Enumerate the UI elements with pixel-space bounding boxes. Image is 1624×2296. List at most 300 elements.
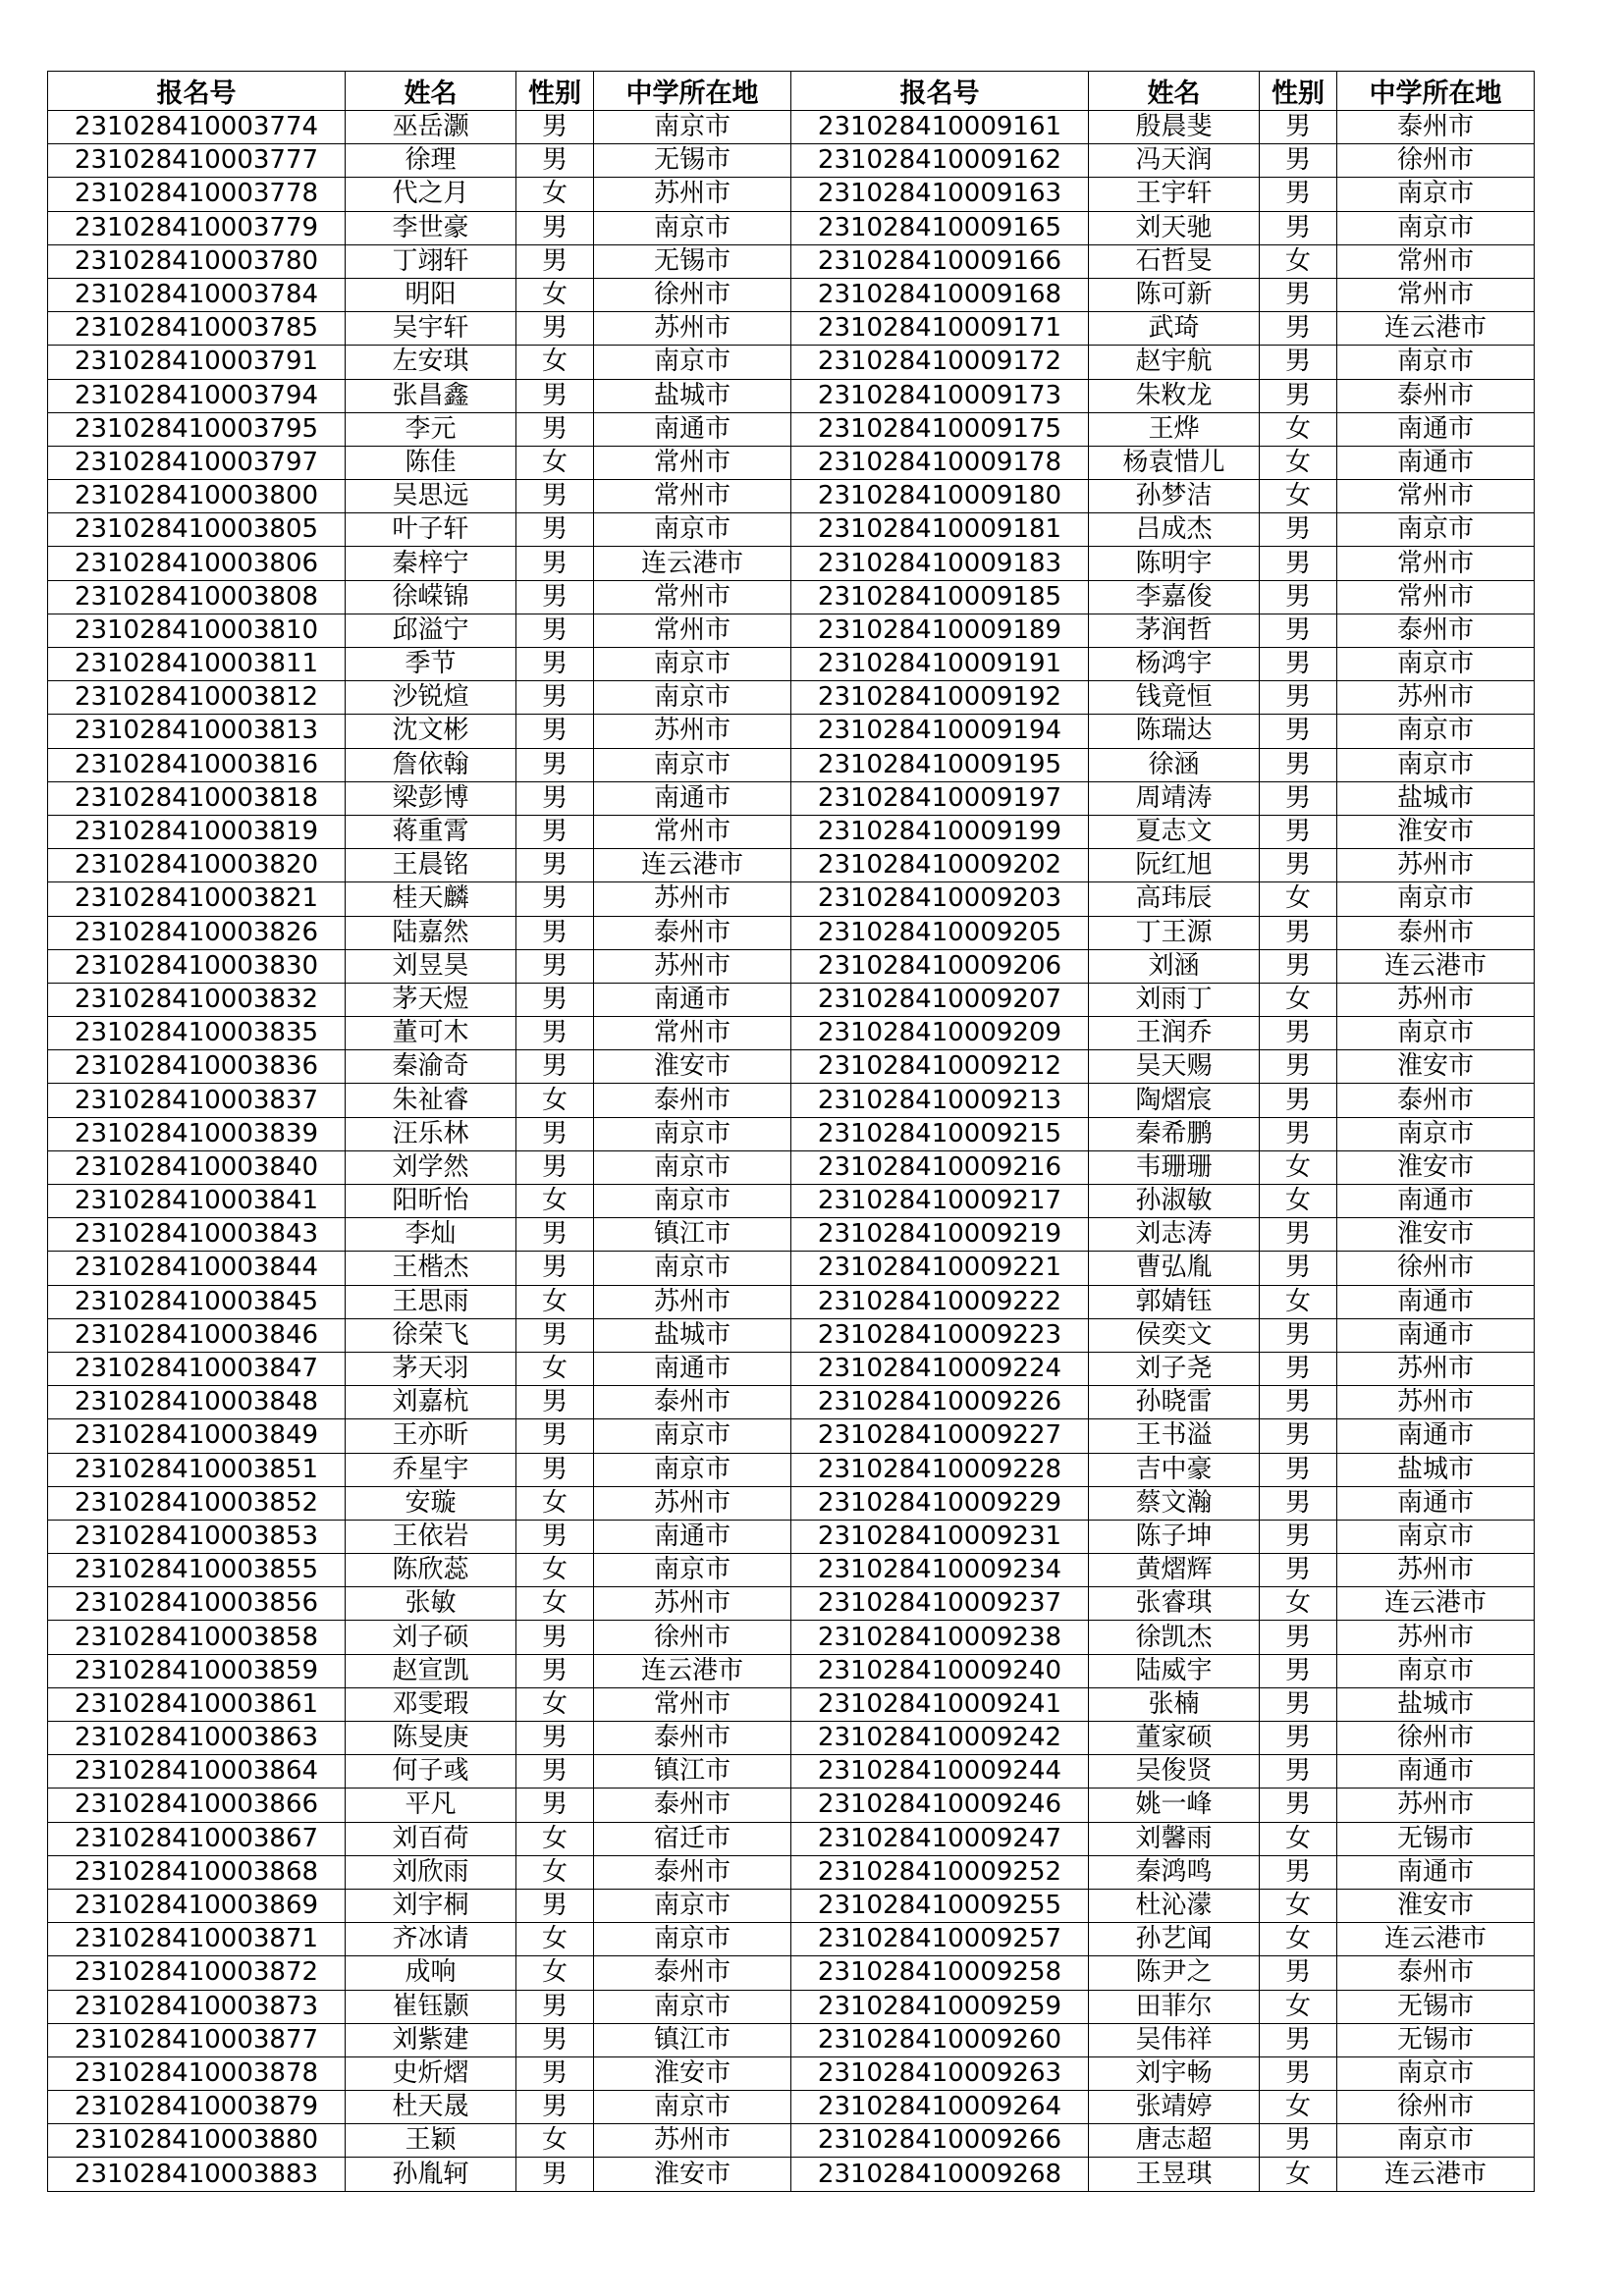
- gender-right-cell: 男: [1260, 849, 1337, 882]
- school-location-left-cell: 苏州市: [594, 715, 791, 748]
- school-location-right-cell: 徐州市: [1337, 144, 1535, 178]
- school-location-left-cell: 宿迁市: [594, 1822, 791, 1855]
- gender-left-cell: 女: [516, 1923, 594, 1956]
- gender-left-cell: 男: [516, 983, 594, 1016]
- school-location-right-cell: 淮安市: [1337, 1050, 1535, 1084]
- gender-right-cell: 男: [1260, 278, 1337, 311]
- school-location-right-cell: 苏州市: [1337, 681, 1535, 715]
- registration-number-left-cell: 231028410003784: [48, 278, 346, 311]
- gender-right-cell: 男: [1260, 681, 1337, 715]
- table-row: [48, 849, 1535, 882]
- registration-number-left-cell: 231028410003797: [48, 446, 346, 479]
- registration-number-left-cell: 231028410003810: [48, 614, 346, 647]
- registration-number-left-cell: 231028410003832: [48, 983, 346, 1016]
- school-location-right-cell: 南通市: [1337, 1755, 1535, 1789]
- gender-right-cell: 女: [1260, 983, 1337, 1016]
- registration-number-left-cell: 231028410003830: [48, 949, 346, 983]
- table-row: [48, 2124, 1535, 2158]
- name-left-cell: 张昌鑫: [346, 379, 516, 412]
- name-left-cell: 王楷杰: [346, 1252, 516, 1285]
- registration-number-left-cell: 231028410003869: [48, 1889, 346, 1922]
- school-location-right-cell: 徐州市: [1337, 1722, 1535, 1755]
- school-location-left-cell: 常州市: [594, 815, 791, 848]
- name-right-cell: 张靖婷: [1089, 2091, 1260, 2124]
- school-location-right-cell: 南京市: [1337, 346, 1535, 379]
- registration-number-right-cell: 231028410009197: [791, 781, 1089, 815]
- name-right-cell: 杜沁濛: [1089, 1889, 1260, 1922]
- registration-number-left-cell: 231028410003846: [48, 1318, 346, 1352]
- registration-number-right-cell: 231028410009199: [791, 815, 1089, 848]
- registration-number-left-cell: 231028410003818: [48, 781, 346, 815]
- name-left-cell: 王思雨: [346, 1285, 516, 1318]
- registration-number-right-cell: 231028410009215: [791, 1117, 1089, 1150]
- registration-number-left-cell: 231028410003836: [48, 1050, 346, 1084]
- registration-number-left-cell: 231028410003778: [48, 178, 346, 211]
- table-row: [48, 1889, 1535, 1922]
- name-right-cell: 丁王源: [1089, 916, 1260, 949]
- name-left-cell: 平凡: [346, 1789, 516, 1822]
- table-row: [48, 412, 1535, 446]
- registration-number-left-cell: 231028410003791: [48, 346, 346, 379]
- table-row: [48, 815, 1535, 848]
- name-left-cell: 巫岳灏: [346, 111, 516, 144]
- name-right-cell: 孙艺闻: [1089, 1923, 1260, 1956]
- gender-left-cell: 男: [516, 781, 594, 815]
- name-right-cell: 孙淑敏: [1089, 1185, 1260, 1218]
- registration-number-left-cell: 231028410003868: [48, 1855, 346, 1889]
- registration-number-right-cell: 231028410009168: [791, 278, 1089, 311]
- table-body: [48, 111, 1535, 2192]
- registration-number-right-cell: 231028410009163: [791, 178, 1089, 211]
- registration-number-right-cell: 231028410009209: [791, 1017, 1089, 1050]
- school-location-right-cell: 泰州市: [1337, 916, 1535, 949]
- name-right-cell: 郭婧钰: [1089, 1285, 1260, 1318]
- gender-left-cell: 男: [516, 949, 594, 983]
- registration-number-right-cell: 231028410009221: [791, 1252, 1089, 1285]
- gender-right-cell: 男: [1260, 949, 1337, 983]
- gender-right-cell: 男: [1260, 1956, 1337, 1990]
- name-left-cell: 何子彧: [346, 1755, 516, 1789]
- name-right-cell: 徐凯杰: [1089, 1621, 1260, 1654]
- table-row: [48, 1654, 1535, 1687]
- student-roster-table: [47, 71, 1535, 2192]
- name-left-cell: 季节: [346, 648, 516, 681]
- registration-number-left-cell: 231028410003877: [48, 2023, 346, 2056]
- name-right-cell: 刘馨雨: [1089, 1822, 1260, 1855]
- registration-number-left-cell: 231028410003806: [48, 547, 346, 580]
- registration-number-left-cell: 231028410003780: [48, 244, 346, 278]
- gender-left-cell: 女: [516, 446, 594, 479]
- name-right-cell: 刘雨丁: [1089, 983, 1260, 1016]
- gender-left-cell: 男: [516, 1252, 594, 1285]
- table-row: [48, 111, 1535, 144]
- gender-left-cell: 女: [516, 1486, 594, 1520]
- registration-number-left-cell: 231028410003866: [48, 1789, 346, 1822]
- name-left-cell: 左安琪: [346, 346, 516, 379]
- registration-number-right-cell: 231028410009173: [791, 379, 1089, 412]
- registration-number-right-cell: 231028410009223: [791, 1318, 1089, 1352]
- registration-number-left-cell: 231028410003808: [48, 580, 346, 614]
- name-right-cell: 秦鸿鸣: [1089, 1855, 1260, 1889]
- gender-right-cell: 男: [1260, 1453, 1337, 1486]
- gender-left-cell: 男: [516, 815, 594, 848]
- table-row: [48, 144, 1535, 178]
- school-location-right-cell: 南京市: [1337, 2056, 1535, 2090]
- registration-number-left-cell: 231028410003821: [48, 882, 346, 916]
- school-location-right-cell: 南通市: [1337, 1318, 1535, 1352]
- registration-number-right-cell: 231028410009216: [791, 1150, 1089, 1184]
- name-left-cell: 刘学然: [346, 1150, 516, 1184]
- gender-left-cell: 男: [516, 379, 594, 412]
- name-right-cell: 赵宇航: [1089, 346, 1260, 379]
- name-right-cell: 茅润哲: [1089, 614, 1260, 647]
- table-row: [48, 1150, 1535, 1184]
- registration-number-left-cell: 231028410003839: [48, 1117, 346, 1150]
- name-left-cell: 刘紫建: [346, 2023, 516, 2056]
- gender-left-cell: 男: [516, 2091, 594, 2124]
- school-location-left-cell: 南通市: [594, 983, 791, 1016]
- gender-right-cell: 男: [1260, 1554, 1337, 1587]
- name-right-cell: 王书溢: [1089, 1419, 1260, 1453]
- registration-number-right-cell: 231028410009258: [791, 1956, 1089, 1990]
- school-location-right-cell: 苏州市: [1337, 1352, 1535, 1385]
- registration-number-left-cell: 231028410003837: [48, 1084, 346, 1117]
- registration-number-right-cell: 231028410009266: [791, 2124, 1089, 2158]
- name-left-cell: 蒋重霄: [346, 815, 516, 848]
- gender-left-cell: 男: [516, 1050, 594, 1084]
- name-right-cell: 黄熠辉: [1089, 1554, 1260, 1587]
- gender-right-cell: 男: [1260, 916, 1337, 949]
- table-row: [48, 480, 1535, 513]
- school-location-right-cell: 淮安市: [1337, 1889, 1535, 1922]
- name-right-cell: 吕成杰: [1089, 513, 1260, 547]
- gender-left-cell: 男: [516, 1318, 594, 1352]
- gender-left-cell: 男: [516, 614, 594, 647]
- name-left-cell: 王依岩: [346, 1520, 516, 1553]
- registration-number-right-cell: 231028410009234: [791, 1554, 1089, 1587]
- table-row: [48, 1755, 1535, 1789]
- name-left-cell: 孙胤轲: [346, 2158, 516, 2191]
- registration-number-right-cell: 231028410009213: [791, 1084, 1089, 1117]
- table-row: [48, 1218, 1535, 1252]
- name-left-cell: 张敏: [346, 1587, 516, 1621]
- table-row: [48, 1554, 1535, 1587]
- gender-left-cell: 男: [516, 244, 594, 278]
- registration-number-right-cell: 231028410009180: [791, 480, 1089, 513]
- name-right-cell: 吉中豪: [1089, 1453, 1260, 1486]
- name-right-cell: 田菲尔: [1089, 1990, 1260, 2023]
- table-row: [48, 244, 1535, 278]
- registration-number-left-cell: 231028410003785: [48, 312, 346, 346]
- name-left-cell: 邓雯瑕: [346, 1687, 516, 1721]
- school-location-right-cell: 苏州市: [1337, 1386, 1535, 1419]
- name-left-cell: 徐嵘锦: [346, 580, 516, 614]
- gender-right-cell: 女: [1260, 2158, 1337, 2191]
- school-location-left-cell: 南通市: [594, 1352, 791, 1385]
- table-row: [48, 1285, 1535, 1318]
- registration-number-left-cell: 231028410003864: [48, 1755, 346, 1789]
- school-location-right-cell: 南京市: [1337, 178, 1535, 211]
- registration-number-right-cell: 231028410009241: [791, 1687, 1089, 1721]
- school-location-right-cell: 连云港市: [1337, 1587, 1535, 1621]
- table-row: [48, 547, 1535, 580]
- name-left-cell: 徐理: [346, 144, 516, 178]
- table-row: [48, 1486, 1535, 1520]
- name-left-cell: 王颖: [346, 2124, 516, 2158]
- name-right-cell: 蔡文瀚: [1089, 1486, 1260, 1520]
- school-location-right-cell: 南京市: [1337, 648, 1535, 681]
- registration-number-right-cell: 231028410009185: [791, 580, 1089, 614]
- registration-number-right-cell: 231028410009171: [791, 312, 1089, 346]
- school-location-left-cell: 苏州市: [594, 882, 791, 916]
- name-left-cell: 陆嘉然: [346, 916, 516, 949]
- school-location-right-cell: 淮安市: [1337, 1218, 1535, 1252]
- school-location-right-cell: 苏州市: [1337, 1621, 1535, 1654]
- header-school-location-left: 中学所在地: [594, 72, 791, 111]
- gender-left-cell: 男: [516, 412, 594, 446]
- registration-number-right-cell: 231028410009195: [791, 748, 1089, 781]
- registration-number-left-cell: 231028410003774: [48, 111, 346, 144]
- school-location-right-cell: 南通市: [1337, 1419, 1535, 1453]
- registration-number-left-cell: 231028410003811: [48, 648, 346, 681]
- school-location-left-cell: 南京市: [594, 1889, 791, 1922]
- registration-number-left-cell: 231028410003845: [48, 1285, 346, 1318]
- gender-right-cell: 男: [1260, 178, 1337, 211]
- school-location-left-cell: 常州市: [594, 580, 791, 614]
- name-left-cell: 刘昱昊: [346, 949, 516, 983]
- header-name-right: 姓名: [1089, 72, 1260, 111]
- name-left-cell: 丁翊轩: [346, 244, 516, 278]
- school-location-right-cell: 连云港市: [1337, 2158, 1535, 2191]
- name-right-cell: 陆威宇: [1089, 1654, 1260, 1687]
- gender-left-cell: 男: [516, 480, 594, 513]
- school-location-right-cell: 连云港市: [1337, 949, 1535, 983]
- registration-number-left-cell: 231028410003858: [48, 1621, 346, 1654]
- gender-left-cell: 男: [516, 1218, 594, 1252]
- school-location-right-cell: 徐州市: [1337, 1252, 1535, 1285]
- school-location-left-cell: 镇江市: [594, 2023, 791, 2056]
- gender-left-cell: 男: [516, 648, 594, 681]
- table-row: [48, 1318, 1535, 1352]
- registration-number-right-cell: 231028410009237: [791, 1587, 1089, 1621]
- gender-right-cell: 男: [1260, 1084, 1337, 1117]
- gender-left-cell: 男: [516, 1889, 594, 1922]
- gender-right-cell: 女: [1260, 1822, 1337, 1855]
- registration-number-right-cell: 231028410009166: [791, 244, 1089, 278]
- registration-number-left-cell: 231028410003883: [48, 2158, 346, 2191]
- name-right-cell: 陈可新: [1089, 278, 1260, 311]
- name-right-cell: 侯奕文: [1089, 1318, 1260, 1352]
- school-location-right-cell: 南通市: [1337, 1185, 1535, 1218]
- registration-number-right-cell: 231028410009203: [791, 882, 1089, 916]
- table-row: [48, 1587, 1535, 1621]
- name-left-cell: 崔钰颢: [346, 1990, 516, 2023]
- registration-number-right-cell: 231028410009212: [791, 1050, 1089, 1084]
- school-location-left-cell: 淮安市: [594, 2158, 791, 2191]
- gender-right-cell: 男: [1260, 1050, 1337, 1084]
- gender-right-cell: 男: [1260, 547, 1337, 580]
- table-row: [48, 211, 1535, 244]
- school-location-left-cell: 泰州市: [594, 1084, 791, 1117]
- name-left-cell: 李元: [346, 412, 516, 446]
- name-left-cell: 代之月: [346, 178, 516, 211]
- school-location-left-cell: 南京市: [594, 211, 791, 244]
- school-location-right-cell: 南通市: [1337, 446, 1535, 479]
- registration-number-left-cell: 231028410003835: [48, 1017, 346, 1050]
- school-location-right-cell: 南京市: [1337, 1520, 1535, 1553]
- name-right-cell: 杨鸿宇: [1089, 648, 1260, 681]
- school-location-left-cell: 苏州市: [594, 1285, 791, 1318]
- school-location-left-cell: 南京市: [594, 111, 791, 144]
- gender-left-cell: 女: [516, 1084, 594, 1117]
- school-location-right-cell: 盐城市: [1337, 1453, 1535, 1486]
- registration-number-left-cell: 231028410003878: [48, 2056, 346, 2090]
- registration-number-right-cell: 231028410009165: [791, 211, 1089, 244]
- gender-right-cell: 男: [1260, 1687, 1337, 1721]
- table-row: [48, 1017, 1535, 1050]
- name-right-cell: 张楠: [1089, 1687, 1260, 1721]
- gender-left-cell: 男: [516, 2023, 594, 2056]
- registration-number-right-cell: 231028410009194: [791, 715, 1089, 748]
- school-location-left-cell: 南京市: [594, 513, 791, 547]
- school-location-left-cell: 泰州市: [594, 1956, 791, 1990]
- registration-number-right-cell: 231028410009228: [791, 1453, 1089, 1486]
- gender-right-cell: 男: [1260, 1621, 1337, 1654]
- school-location-left-cell: 淮安市: [594, 2056, 791, 2090]
- name-left-cell: 茅天煜: [346, 983, 516, 1016]
- school-location-left-cell: 南京市: [594, 1419, 791, 1453]
- gender-right-cell: 男: [1260, 2023, 1337, 2056]
- table-row: [48, 1923, 1535, 1956]
- gender-left-cell: 男: [516, 1990, 594, 2023]
- name-right-cell: 陈瑞达: [1089, 715, 1260, 748]
- registration-number-right-cell: 231028410009231: [791, 1520, 1089, 1553]
- table-row: [48, 1789, 1535, 1822]
- school-location-left-cell: 南通市: [594, 781, 791, 815]
- name-left-cell: 董可木: [346, 1017, 516, 1050]
- registration-number-right-cell: 231028410009252: [791, 1855, 1089, 1889]
- name-left-cell: 徐荣飞: [346, 1318, 516, 1352]
- school-location-right-cell: 无锡市: [1337, 2023, 1535, 2056]
- registration-number-left-cell: 231028410003795: [48, 412, 346, 446]
- gender-right-cell: 男: [1260, 781, 1337, 815]
- gender-right-cell: 女: [1260, 446, 1337, 479]
- name-right-cell: 王润乔: [1089, 1017, 1260, 1050]
- table-row: [48, 1084, 1535, 1117]
- name-right-cell: 刘子尧: [1089, 1352, 1260, 1385]
- gender-right-cell: 男: [1260, 614, 1337, 647]
- gender-left-cell: 男: [516, 1117, 594, 1150]
- registration-number-left-cell: 231028410003861: [48, 1687, 346, 1721]
- name-right-cell: 冯天润: [1089, 144, 1260, 178]
- name-left-cell: 梁彭博: [346, 781, 516, 815]
- school-location-left-cell: 南京市: [594, 1150, 791, 1184]
- table-row: [48, 882, 1535, 916]
- school-location-left-cell: 苏州市: [594, 178, 791, 211]
- table-row: [48, 1419, 1535, 1453]
- name-right-cell: 夏志文: [1089, 815, 1260, 848]
- school-location-right-cell: 南通市: [1337, 1285, 1535, 1318]
- school-location-left-cell: 盐城市: [594, 1318, 791, 1352]
- registration-number-right-cell: 231028410009162: [791, 144, 1089, 178]
- registration-number-right-cell: 231028410009255: [791, 1889, 1089, 1922]
- gender-right-cell: 男: [1260, 1386, 1337, 1419]
- registration-number-right-cell: 231028410009238: [791, 1621, 1089, 1654]
- gender-right-cell: 男: [1260, 346, 1337, 379]
- gender-left-cell: 男: [516, 144, 594, 178]
- gender-left-cell: 男: [516, 1654, 594, 1687]
- table-row: [48, 781, 1535, 815]
- gender-left-cell: 男: [516, 1453, 594, 1486]
- name-left-cell: 桂天麟: [346, 882, 516, 916]
- school-location-right-cell: 泰州市: [1337, 1956, 1535, 1990]
- registration-number-right-cell: 231028410009206: [791, 949, 1089, 983]
- name-left-cell: 明阳: [346, 278, 516, 311]
- school-location-left-cell: 苏州市: [594, 1587, 791, 1621]
- gender-right-cell: 男: [1260, 211, 1337, 244]
- name-left-cell: 王晨铭: [346, 849, 516, 882]
- name-right-cell: 张睿琪: [1089, 1587, 1260, 1621]
- school-location-right-cell: 南京市: [1337, 1017, 1535, 1050]
- school-location-left-cell: 南京市: [594, 1554, 791, 1587]
- table-row: [48, 2023, 1535, 2056]
- name-right-cell: 王烨: [1089, 412, 1260, 446]
- gender-right-cell: 男: [1260, 1017, 1337, 1050]
- registration-number-left-cell: 231028410003852: [48, 1486, 346, 1520]
- school-location-left-cell: 南通市: [594, 412, 791, 446]
- school-location-right-cell: 盐城市: [1337, 781, 1535, 815]
- registration-number-left-cell: 231028410003855: [48, 1554, 346, 1587]
- name-right-cell: 曹弘胤: [1089, 1252, 1260, 1285]
- header-registration-number-left: 报名号: [48, 72, 346, 111]
- name-left-cell: 阳昕怡: [346, 1185, 516, 1218]
- name-right-cell: 姚一峰: [1089, 1789, 1260, 1822]
- school-location-left-cell: 南京市: [594, 648, 791, 681]
- name-left-cell: 齐冰请: [346, 1923, 516, 1956]
- header-row: [48, 72, 1535, 111]
- table-row: [48, 1520, 1535, 1553]
- school-location-left-cell: 无锡市: [594, 144, 791, 178]
- name-left-cell: 刘子硕: [346, 1621, 516, 1654]
- name-left-cell: 茅天羽: [346, 1352, 516, 1385]
- school-location-left-cell: 泰州市: [594, 1855, 791, 1889]
- gender-left-cell: 男: [516, 715, 594, 748]
- gender-right-cell: 男: [1260, 379, 1337, 412]
- name-left-cell: 赵宣凯: [346, 1654, 516, 1687]
- registration-number-right-cell: 231028410009268: [791, 2158, 1089, 2191]
- table-row: [48, 1252, 1535, 1285]
- table-row: [48, 916, 1535, 949]
- gender-left-cell: 女: [516, 2124, 594, 2158]
- school-location-left-cell: 泰州市: [594, 1722, 791, 1755]
- registration-number-left-cell: 231028410003848: [48, 1386, 346, 1419]
- name-right-cell: 刘涵: [1089, 949, 1260, 983]
- school-location-left-cell: 徐州市: [594, 278, 791, 311]
- name-left-cell: 刘嘉杭: [346, 1386, 516, 1419]
- name-left-cell: 乔星宇: [346, 1453, 516, 1486]
- gender-right-cell: 男: [1260, 1722, 1337, 1755]
- gender-left-cell: 男: [516, 2158, 594, 2191]
- gender-left-cell: 男: [516, 2056, 594, 2090]
- table-row: [48, 2158, 1535, 2191]
- school-location-left-cell: 常州市: [594, 1687, 791, 1721]
- gender-right-cell: 男: [1260, 1318, 1337, 1352]
- registration-number-right-cell: 231028410009257: [791, 1923, 1089, 1956]
- gender-right-cell: 女: [1260, 1990, 1337, 2023]
- gender-left-cell: 男: [516, 1621, 594, 1654]
- name-right-cell: 武琦: [1089, 312, 1260, 346]
- name-left-cell: 李世豪: [346, 211, 516, 244]
